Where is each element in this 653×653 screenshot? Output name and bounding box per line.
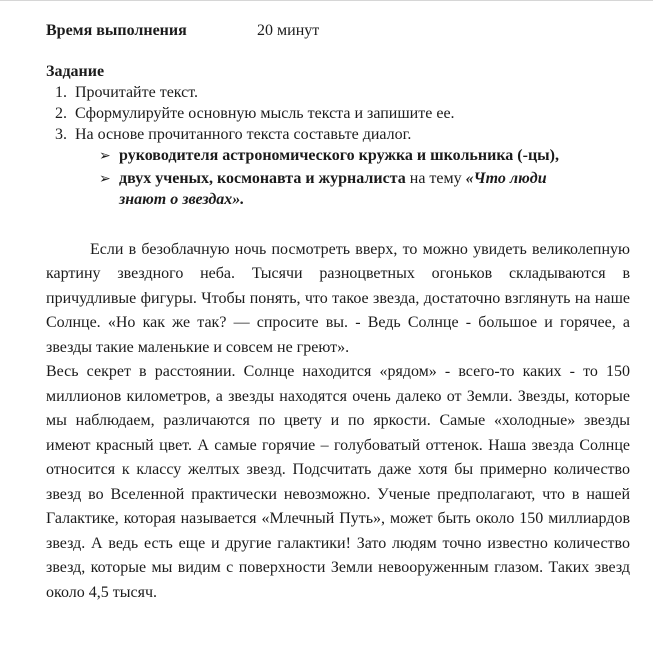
task-list xyxy=(46,82,630,145)
task-number: 1. xyxy=(55,84,67,101)
task-text: Сформулируйте основную мысль текста и запишите ее. xyxy=(75,105,455,122)
reading-text xyxy=(46,238,630,606)
dialog-topic: «Что люди знают о звездах». xyxy=(119,169,547,208)
task-item-2 xyxy=(46,103,630,124)
task-item-1 xyxy=(46,82,630,103)
arrow-bullet-icon: ➢ xyxy=(99,149,111,164)
task-text: Прочитайте текст. xyxy=(75,84,199,101)
execution-time-value: 20 минут xyxy=(257,22,320,39)
dialog-option-regular: на тему xyxy=(405,169,466,187)
dialog-option-bold: руководителя астрономического кружка и школьника (-цы), xyxy=(119,147,559,164)
arrow-bullet-icon: ➢ xyxy=(99,171,111,187)
task-text: На основе прочитанного текста составьте диалог. xyxy=(75,126,412,143)
dialog-option-text xyxy=(119,168,597,211)
dialog-option-2 xyxy=(46,168,630,211)
execution-time-label: Время выполнения xyxy=(46,22,187,39)
task-item-3 xyxy=(46,124,630,145)
task-number: 3. xyxy=(55,126,67,143)
dialog-options-list xyxy=(46,145,630,211)
paragraph-2: Весь секрет в расстоянии. Солнце находится «рядом» - всего-то каких - то 150 миллионов километров, а звезды находятся очень далеко от Земли. Звезды, которые мы наблюдаем, различаются по цвету и по яркости. Самые «холодные» звезды имеют красный цвет. А самые горячие – голубоватый оттенок. Наша звезда Солнце относится к классу желтых звезд. Подсчитать даже хотя бы примерно количество звезд во Вселенной практически невозможно. Ученые предполагают, что в нашей Галактике, которая называется «Млечный Путь», может быть около 150 миллиардов звезд. А ведь есть еще и другие галактики! Зато людям точно известно количество звезд, которые мы видим с поверхности Земли невооруженным глазом. Таких звезд около 4,5 тысяч. xyxy=(46,363,630,601)
task-number: 2. xyxy=(55,105,67,122)
tasks-title: Задание xyxy=(46,63,105,80)
execution-time-row xyxy=(46,20,630,41)
dialog-option-text xyxy=(119,145,559,168)
dialog-option-bold: двух ученых, космонавта и журналиста xyxy=(119,169,406,187)
paragraph-1: Если в безоблачную ночь посмотреть вверх, то можно увидеть великолепную картину звездного неба. Тысячи разноцветных огоньков складываются в причудливые фигуры. Чтобы понять, что такое звезда, достаточно взглянуть на наше Солнце. «Но как же так? — спросите вы. - Ведь Солнце - большое и горячее, а звезды такие маленькие и совсем не греют». xyxy=(46,240,630,356)
dialog-option-1 xyxy=(46,145,630,168)
